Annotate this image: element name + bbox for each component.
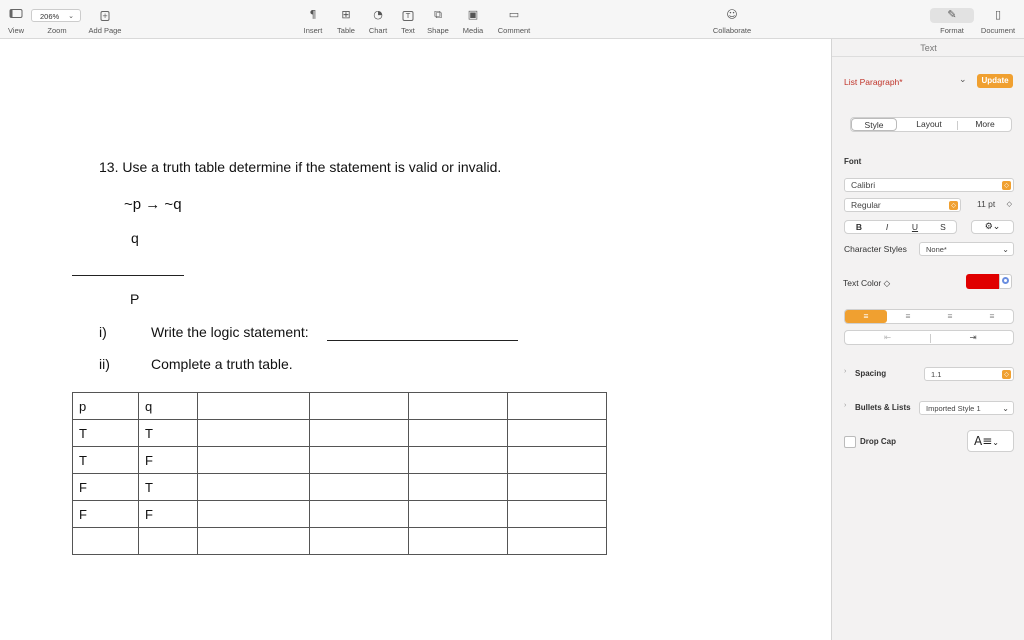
insert-button[interactable]: ¶ Insert [303,8,323,35]
table-cell[interactable] [409,474,508,501]
color-wheel-icon[interactable] [999,274,1012,289]
bold-button[interactable]: B [855,222,863,232]
table-cell[interactable] [310,420,409,447]
shape-icon: ⧉ [434,8,442,21]
table-cell[interactable]: T [139,474,198,501]
table-cell[interactable] [409,528,508,555]
stepper-icon: ◇ [1006,201,1012,208]
chevron-down-icon: ⌄ [1002,404,1009,413]
table-cell[interactable] [409,447,508,474]
table-cell[interactable] [508,447,607,474]
people-icon: ☺ [726,8,738,21]
table-icon: ⊞ [341,8,351,21]
table-cell[interactable]: F [139,447,198,474]
drop-cap-style-icon[interactable]: A≡⌄ [967,430,1014,452]
comment-icon: ▭ [508,8,520,21]
format-button[interactable]: ✎ Format [940,8,964,35]
table-cell[interactable]: T [139,420,198,447]
strikethrough-button[interactable]: S [940,222,946,232]
paintbrush-icon: ✎ [947,8,957,21]
stepper-icon: ◇ [1002,181,1011,190]
table-row [73,393,607,420]
spacing-label[interactable]: Spacing [855,369,887,378]
table-cell[interactable] [409,501,508,528]
table-cell[interactable]: F [139,501,198,528]
text-button[interactable]: T Text [395,0,421,38]
divider [957,121,958,130]
table-cell[interactable] [198,447,310,474]
table-row [73,474,607,501]
indent-buttons [844,330,1014,345]
sidebar-header: Text [920,43,937,53]
table-cell[interactable] [508,393,607,420]
stepper-icon: ◇ [949,201,958,210]
character-styles-select[interactable]: None* ⌄ [919,242,1014,256]
table-cell[interactable] [310,501,409,528]
font-section-label: Font [844,157,862,166]
spacing-field[interactable]: 1.1 ◇ [924,367,1014,381]
document-button[interactable]: ▯ Document [980,8,1016,35]
outdent-icon[interactable]: ⇤ [883,332,892,342]
character-styles-label: Character Styles [844,244,907,254]
shape-button[interactable]: ⧉ Shape [427,8,449,35]
drop-cap-checkbox[interactable] [844,436,856,448]
table-cell[interactable] [198,393,310,420]
table-cell[interactable]: F [73,474,139,501]
media-button[interactable]: ▣ Media [462,8,484,35]
font-style-select[interactable]: Regular ◇ [844,198,961,212]
table-cell[interactable]: q [139,393,198,420]
table-cell[interactable] [198,474,310,501]
gear-icon[interactable]: ⚙⌄ [971,220,1014,234]
table-row [73,447,607,474]
paragraph-icon: ¶ [309,8,317,21]
table-row [73,420,607,447]
truth-table[interactable] [72,392,607,555]
sidebar-icon [10,8,23,22]
document-canvas[interactable] [0,39,831,640]
view-button[interactable]: View [0,0,32,38]
align-right-icon[interactable]: ≡ [947,311,953,321]
textbox-icon: T [403,8,414,22]
table-cell[interactable]: T [73,420,139,447]
font-name-select[interactable]: Calibri ◇ [844,178,1014,192]
zoom-select[interactable]: 206% ⌄ [31,9,81,22]
add-page-button[interactable]: + Add Page [84,0,126,38]
align-left-icon[interactable]: ≡ [845,310,887,323]
divider [832,56,1024,57]
table-button[interactable]: ⊞ Table [337,8,355,35]
table-cell[interactable] [310,474,409,501]
table-cell[interactable] [508,528,607,555]
table-cell[interactable] [508,501,607,528]
table-cell[interactable] [198,528,310,555]
tab-layout[interactable]: Layout [916,119,942,129]
table-cell[interactable] [508,474,607,501]
italic-button[interactable]: I [885,222,889,232]
table-row [73,501,607,528]
style-tabs [850,117,1012,132]
table-cell[interactable]: F [73,501,139,528]
premise-1: ~p → ~q [124,196,182,213]
answer-line [327,340,518,341]
bullets-lists-label[interactable]: Bullets & Lists [855,403,911,412]
disclosure-icon[interactable]: › [844,368,847,375]
table-cell[interactable]: p [73,393,139,420]
format-sidebar [831,39,1024,640]
image-icon: ▣ [467,8,479,21]
table-cell[interactable] [73,528,139,555]
item-1-text: Write the logic statement: [151,324,309,340]
chart-button[interactable]: ◔ Chart [368,8,388,35]
table-cell[interactable]: T [73,447,139,474]
paragraph-style-name[interactable]: List Paragraph* [844,77,903,87]
document-icon: ▯ [994,8,1002,21]
chart-icon: ◔ [373,8,383,21]
chevron-down-icon: ⌄ [1002,245,1009,254]
chevron-down-icon: ⌄ [68,13,74,20]
table-cell[interactable] [409,420,508,447]
text-style-buttons [844,220,957,234]
item-1-number: i) [99,324,107,340]
text-color-label: Text Color ◇ [843,278,891,288]
font-size-field[interactable]: 11 pt ◇ [977,199,1012,209]
collaborate-button[interactable]: ☺ Collaborate [712,8,752,35]
tab-style[interactable]: Style [851,118,897,131]
table-cell[interactable] [310,393,409,420]
item-2-number: ii) [99,356,110,372]
align-center-icon[interactable]: ≡ [905,311,911,321]
update-button[interactable]: Update [977,74,1013,88]
disclosure-icon[interactable]: › [844,402,847,409]
bullets-style-select[interactable]: Imported Style 1 ⌄ [919,401,1014,415]
underline-button[interactable]: U [911,222,919,232]
table-cell[interactable] [198,501,310,528]
drop-cap-label: Drop Cap [860,437,896,446]
chevron-down-icon[interactable]: ⌄ [959,75,967,85]
premise-2: q [131,230,139,246]
stepper-icon: ◇ [1002,370,1011,379]
table-cell[interactable] [409,393,508,420]
toolbar [0,0,1024,39]
table-cell[interactable] [139,528,198,555]
alignment-buttons [844,309,1014,324]
plus-page-icon: + [102,12,108,20]
text-color-swatch[interactable] [966,274,1000,289]
comment-button[interactable]: ▭ Comment [497,8,531,35]
conclusion: P [130,291,140,307]
argument-line [72,275,184,276]
question-text: 13. Use a truth table determine if the statement is valid or invalid. [99,159,502,175]
zoom-button[interactable]: Zoom [47,26,67,35]
table-cell[interactable] [198,420,310,447]
table-cell[interactable] [508,420,607,447]
tab-more[interactable]: More [975,119,995,129]
table-row [73,528,607,555]
item-2-text: Complete a truth table. [151,356,293,372]
justify-icon[interactable]: ≡ [989,311,995,321]
table-cell[interactable] [310,528,409,555]
table-cell[interactable] [310,447,409,474]
indent-icon[interactable]: ⇥ [969,332,977,342]
